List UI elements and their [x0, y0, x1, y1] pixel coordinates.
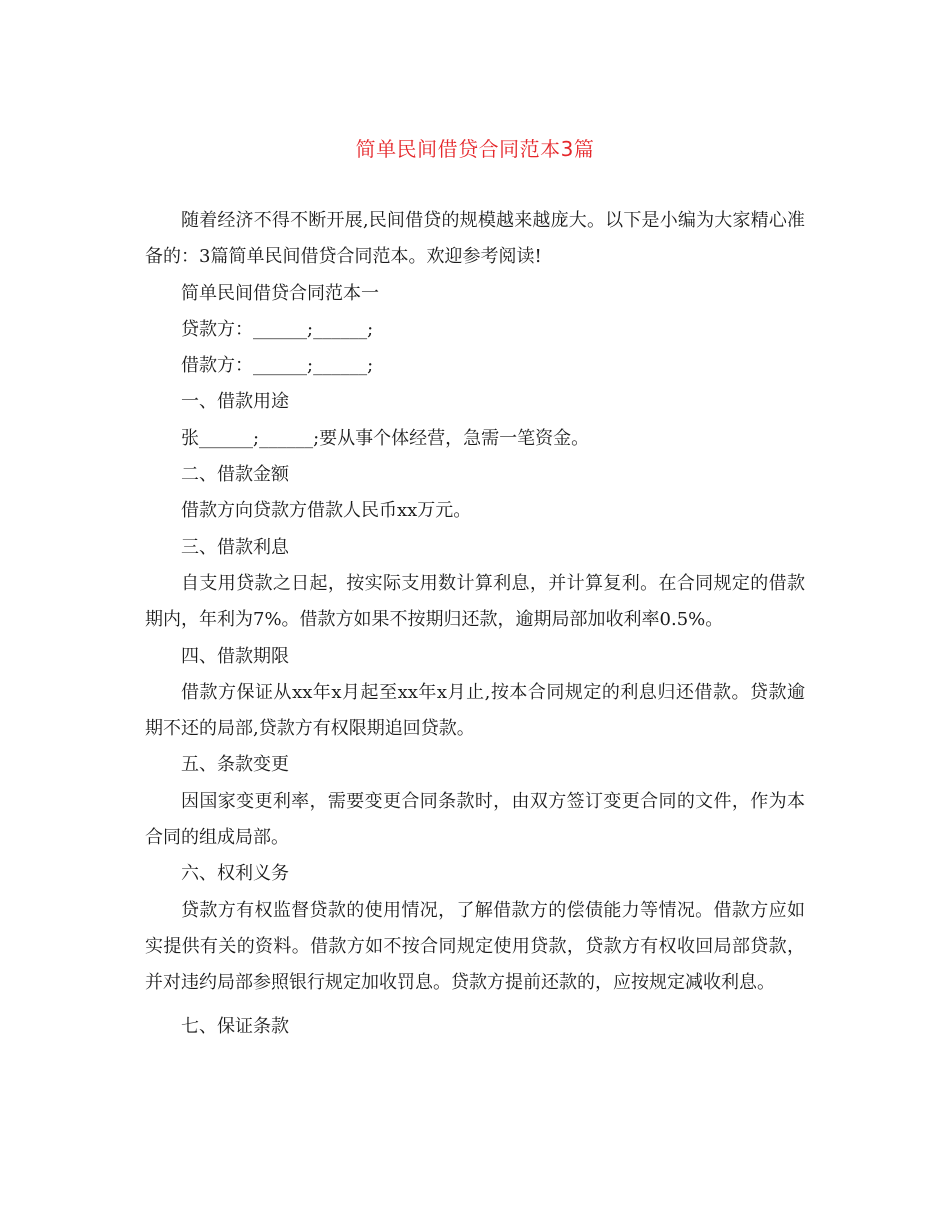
intro-paragraph: 随着经济不得不断开展,民间借贷的规模越来越庞大。以下是小编为大家精心准备的：3篇简单民间借贷合同范本。欢迎参考阅读! — [145, 210, 805, 268]
section-body: 贷款方有权监督贷款的使用情况，了解借款方的偿债能力等情况。借款方应如实提供有关的资料。借款方如不按合同规定使用贷款，贷款方有权收回局部贷款，并对违约局部参照银行规定加收罚息。贷款方提前还款的，应按规定减收利息。 — [145, 899, 805, 994]
lender-line: 贷款方：______;______; — [181, 318, 374, 340]
contract-heading: 简单民间借贷合同范本一 — [181, 282, 379, 304]
section-body: 借款方向贷款方借款人民币xx万元。 — [181, 500, 472, 522]
section-heading: 二、借款金额 — [181, 464, 289, 486]
section-heading: 六、权利义务 — [181, 863, 289, 885]
borrower-line: 借款方：______;______; — [181, 355, 374, 377]
section-body: 因国家变更利率，需要变更合同条款时，由双方签订变更合同的文件，作为本合同的组成局部。 — [145, 790, 805, 849]
section-heading: 一、借款用途 — [181, 391, 289, 413]
document-body — [145, 203, 805, 1045]
section-body: 张______;______;要从事个体经营，急需一笔资金。 — [181, 427, 590, 449]
section-heading: 五、条款变更 — [181, 754, 289, 776]
section-heading: 四、借款期限 — [181, 645, 289, 667]
section-body: 借款方保证从xx年x月起至xx年x月止,按本合同规定的利息归还借款。贷款逾期不还的局部,贷款方有权限期追回贷款。 — [145, 681, 805, 740]
section-heading: 三、借款利息 — [181, 536, 289, 558]
document-title: 简单民间借贷合同范本3篇 — [355, 137, 595, 161]
section-body: 自支用贷款之日起，按实际支用数计算利息，并计算复利。在合同规定的借款期内，年利为7%。借款方如果不按期归还款，逾期局部加收利率0.5%。 — [145, 572, 805, 631]
section-heading: 七、保证条款 — [181, 1015, 289, 1037]
